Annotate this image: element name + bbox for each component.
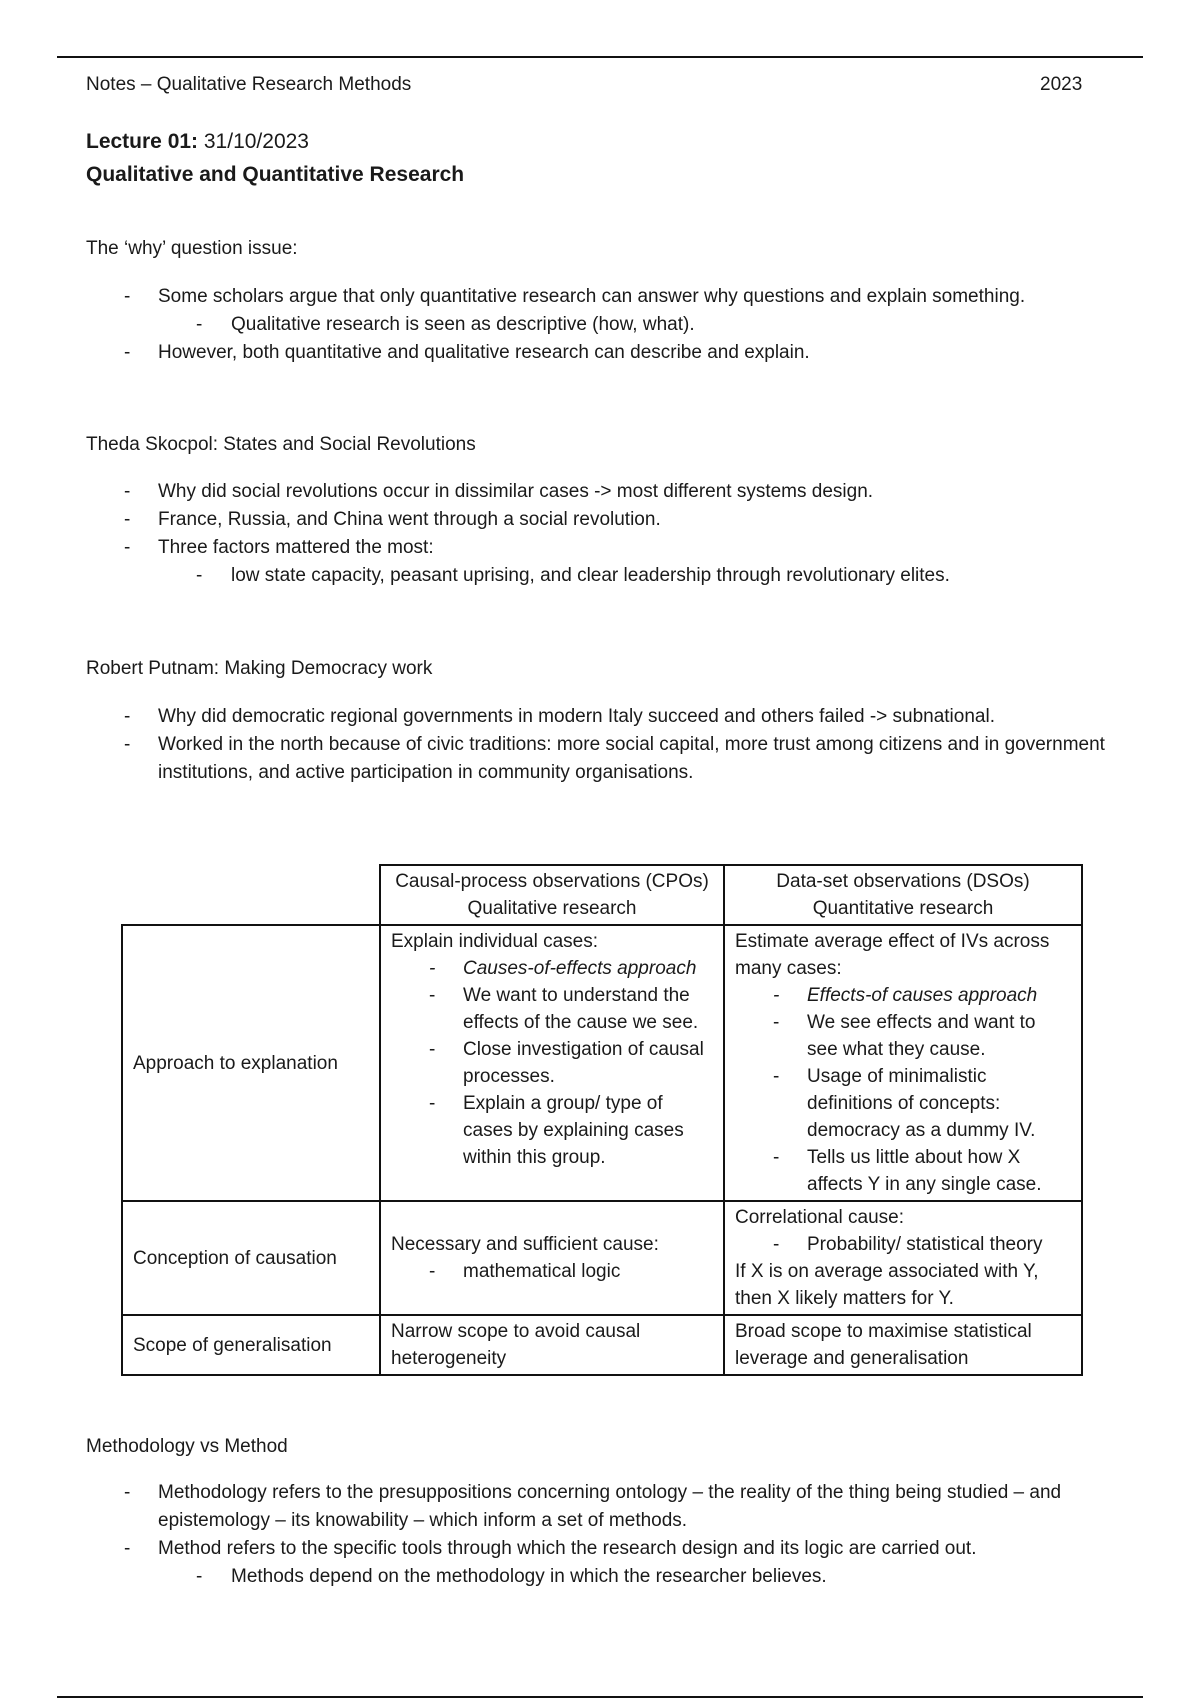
list-item: - Qualitative research is seen as descriptive (how, what).	[0, 311, 1200, 339]
cell-list	[735, 982, 1071, 1198]
cell-quantitative-scope: Broad scope to maximise statistical leverage and generalisation	[724, 1315, 1082, 1375]
list-item: - Tells us little about how X affects Y in any single case.	[735, 1144, 1071, 1198]
lecture-label: Lecture 01:	[86, 130, 199, 153]
footer-rule	[57, 1696, 1143, 1698]
cell-qualitative-causation	[380, 1201, 724, 1315]
why-heading: The ‘why’ question issue:	[86, 238, 298, 259]
cell-text: Estimate average effect of IVs across many cases:	[735, 931, 1050, 979]
list-item: - Methodology refers to the presuppositions concerning ontology – the reality of the thing being studied – and epistemology – its knowability – which inform a set of methods.	[0, 1479, 1200, 1535]
method-list	[0, 1479, 1200, 1591]
table-corner-cell	[122, 865, 380, 925]
lecture-line	[86, 130, 309, 154]
column-header-quantitative	[724, 865, 1082, 925]
list-item: - We want to understand the effects of the cause we see.	[391, 982, 713, 1036]
list-item: - Three factors mattered the most:	[0, 534, 1200, 562]
list-item: - Explain a group/ type of cases by explaining cases within this group.	[391, 1090, 713, 1171]
list-item: - Method refers to the specific tools through which the research design and its logic are carried out.	[0, 1535, 1200, 1563]
row-label-causation: Conception of causation	[122, 1201, 380, 1315]
list-item: - Worked in the north because of civic traditions: more social capital, more trust among citizens and in government institutions, and active participation in community organisations.	[0, 731, 1200, 787]
page-header-title: Notes – Qualitative Research Methods	[86, 74, 412, 95]
column-header-line: Data-set observations (DSOs)	[776, 871, 1030, 892]
cell-qualitative-approach	[380, 925, 724, 1201]
skocpol-list	[0, 478, 1200, 590]
cell-list	[391, 955, 713, 1171]
list-item: - Why did social revolutions occur in dissimilar cases -> most different systems design.	[0, 478, 1200, 506]
list-item: - Usage of minimalistic definitions of concepts: democracy as a dummy IV.	[735, 1063, 1071, 1144]
column-header-line: Quantitative research	[812, 898, 994, 919]
cell-text: Necessary and sufficient cause:	[391, 1234, 659, 1255]
header-rule	[57, 56, 1143, 58]
list-item: - Probability/ statistical theory	[735, 1231, 1071, 1258]
why-list	[0, 283, 1200, 367]
page-title: Qualitative and Quantitative Research	[86, 163, 465, 186]
skocpol-heading: Theda Skocpol: States and Social Revolutions	[86, 434, 476, 455]
list-item: - mathematical logic	[391, 1258, 713, 1285]
lecture-date: 31/10/2023	[198, 130, 309, 153]
column-header-line: Qualitative research	[467, 898, 637, 919]
list-item: - Some scholars argue that only quantitative research can answer why questions and explain something.	[0, 283, 1200, 311]
list-item: - low state capacity, peasant uprising, and clear leadership through revolutionary elites.	[0, 562, 1200, 590]
cell-qualitative-scope: Narrow scope to avoid causal heterogeneity	[380, 1315, 724, 1375]
cell-text: Explain individual cases:	[391, 931, 599, 952]
list-item: - Why did democratic regional governments in modern Italy succeed and others failed -> subnational.	[0, 703, 1200, 731]
page-header-year: 2023	[1040, 74, 1083, 95]
cell-quantitative-approach	[724, 925, 1082, 1201]
row-label-scope: Scope of generalisation	[122, 1315, 380, 1375]
table-header-row	[122, 865, 1082, 925]
cell-list	[735, 1231, 1071, 1258]
list-item: - Effects-of causes approach	[735, 982, 1071, 1009]
column-header-qualitative	[380, 865, 724, 925]
method-heading: Methodology vs Method	[86, 1436, 288, 1457]
comparison-table	[121, 864, 1083, 1376]
cell-list	[391, 1258, 713, 1285]
cell-text: Correlational cause:	[735, 1207, 904, 1228]
column-header-line: Causal-process observations (CPOs)	[395, 871, 709, 892]
list-item: - Close investigation of causal processes.	[391, 1036, 713, 1090]
cell-quantitative-causation	[724, 1201, 1082, 1315]
putnam-list	[0, 703, 1200, 787]
list-item: - Causes-of-effects approach	[391, 955, 713, 982]
list-item: - France, Russia, and China went through a social revolution.	[0, 506, 1200, 534]
table-row	[122, 1201, 1082, 1315]
cell-text: If X is on average associated with Y, then X likely matters for Y.	[735, 1261, 1039, 1309]
table-row	[122, 925, 1082, 1201]
list-item: - Methods depend on the methodology in which the researcher believes.	[0, 1563, 1200, 1591]
putnam-heading: Robert Putnam: Making Democracy work	[86, 658, 433, 679]
list-item: - We see effects and want to see what they cause.	[735, 1009, 1071, 1063]
table-row	[122, 1315, 1082, 1375]
list-item: - However, both quantitative and qualitative research can describe and explain.	[0, 339, 1200, 367]
row-label-approach: Approach to explanation	[122, 925, 380, 1201]
